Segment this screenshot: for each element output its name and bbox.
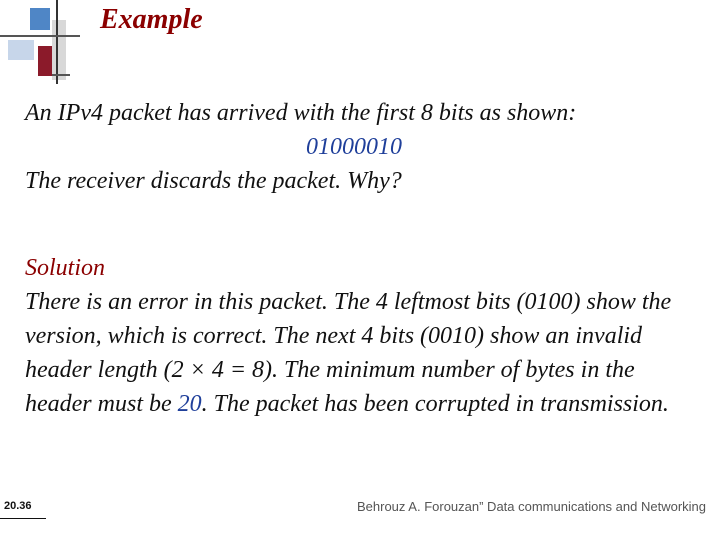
solution-text-part: There is an error in this packet. The 4 leftmost bits (0100) show the version, which is correct. The next 4 bits (0010) show an invalid header length (2 × 4 = 8). The minimum number of bytes in the header must be: [25, 289, 672, 417]
bit-pattern: 01000010: [306, 134, 402, 160]
solution-text-part: . The packet has been corrupted in transmission.: [201, 391, 669, 417]
minimum-header-bytes: 20: [177, 391, 202, 417]
problem-line: An IPv4 packet has arrived with the first 8 bits as shown:: [25, 100, 577, 126]
decoration-block: [38, 46, 52, 76]
solution-label: Solution: [25, 255, 106, 281]
decoration-block: [30, 8, 50, 30]
decoration-line: [56, 0, 58, 84]
footer-divider: [0, 518, 46, 519]
solution-block: [25, 251, 705, 421]
solution-text: [25, 285, 705, 421]
decoration-block: [8, 40, 34, 60]
decoration-block: [52, 20, 66, 80]
problem-question: The receiver discards the packet. Why?: [25, 168, 402, 194]
footer-credit: Behrouz A. Forouzan” Data communications and Networking: [356, 499, 706, 514]
page-number: 20.36: [4, 500, 32, 512]
problem-statement: [25, 96, 705, 198]
decoration-line: [52, 74, 70, 76]
slide-title: Example: [100, 4, 203, 35]
decoration-line: [0, 35, 80, 37]
